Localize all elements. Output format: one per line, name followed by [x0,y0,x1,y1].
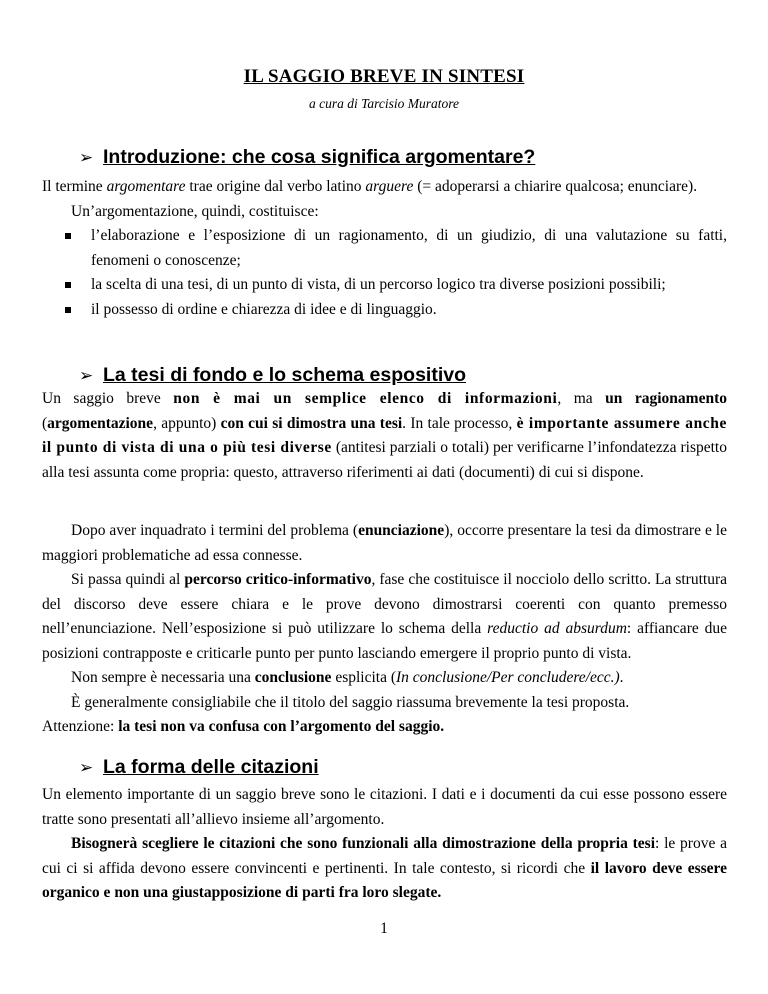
section-body-citazioni [42,783,727,906]
text-run: Un saggio breve [42,390,174,407]
list-item [61,273,727,298]
text-run: . In tale processo, [402,414,517,432]
section-body-tesi-2 [42,519,727,740]
document-author: a cura di Tarcisio Muratore [308,96,459,111]
text-run: (= adoperarsi a chiarire qualcosa; enunciare). [413,178,698,195]
section-body-tesi [42,387,727,485]
paragraph [42,666,727,691]
square-bullet-icon [65,233,71,239]
paragraph [42,387,727,485]
text-run: Non sempre è necessaria una [71,669,255,686]
text-run: Il termine [42,178,107,195]
italic-term: In conclusione/Per concludere/ecc.) [396,669,620,686]
arrow-right-icon: ➢ [79,148,94,167]
text-run: ), occorre presentare la tesi da dimostrare e le maggiori problematiche ad essa connesse. [42,522,727,564]
page-number: 1 [380,920,388,937]
text-run: , fase che costituisce il nocciolo dello scritto. La struttura del discorso deve essere chiara e le prove devono dimostrarsi coerenti con quanto premesso nell’enunciazione. Nell’esposizione si può utilizzare lo schema della [42,571,727,637]
square-bullet-icon [65,307,71,313]
heading-text: La tesi di fondo e lo schema espositivo [103,364,466,386]
paragraph: Un elemento importante di un saggio breve sono le citazioni. I dati e i documenti da cui esse possono essere tratte sono presentati all’allievo insieme all’argomento. [42,786,727,828]
bold-phrase: un ragionamento [605,390,728,407]
italic-term: arguere [365,178,414,195]
paragraph: Un’argomentazione, quindi, costituisce: [71,202,319,220]
list-item-text: l’elaborazione e l’esposizione di un ragionamento, di un giudizio, di una valutazione su fatti, fenomeni o conoscenze; [91,227,727,269]
italic-term: reductio ad absurdum [487,620,627,637]
text-run: , appunto) [153,414,221,432]
text-run: : affiancare due posizioni contrapposte e criticarle punto per punto lasciando emergere il proprio punto di vista. [42,620,727,662]
paragraph [42,519,727,568]
bold-phrase: il lavoro deve essere organico e non una giustapposizione di parti fra loro slegate. [42,859,728,901]
text-run: Si passa quindi al [71,571,185,588]
bold-phrase: è importante assumere anche il punto di vista di una o più tesi diverse [42,414,727,456]
paragraph [42,175,727,200]
bullet-list [42,224,727,322]
bold-phrase: enunciazione [358,522,445,539]
bold-phrase: argomentazione [47,414,154,432]
heading-text: Introduzione: che cosa significa argomentare? [103,146,536,168]
document-title: IL SAGGIO BREVE IN SINTESI [243,66,525,87]
text-run: Dopo aver inquadrato i termini del problema ( [71,522,359,539]
bold-phrase: conclusione [254,669,332,686]
list-item-text: la scelta di una tesi, di un punto di vista, di un percorso logico tra diverse posizioni possibili; [91,276,666,293]
text-run: esplicita ( [331,669,396,686]
paragraph [42,715,727,740]
italic-term: argomentare [106,178,186,195]
section-body-intro [42,175,727,322]
list-item [61,298,727,323]
text-run: ( [42,414,48,432]
section-heading-tesi [79,364,739,387]
paragraph [42,832,727,906]
section-heading-citazioni [79,756,739,779]
list-item-text: il possesso di ordine e chiarezza di idee e di linguaggio. [91,300,437,318]
text-run: : le prove a cui ci si affida devono essere convincenti e pertinenti. In tale contesto, si ricordi che [42,835,727,877]
text-run: trae origine dal verbo latino [185,178,366,195]
text-run: . [619,669,624,686]
bold-phrase: la tesi non va confusa con l’argomento del saggio. [118,718,445,735]
bold-phrase: Bisognerà scegliere le citazioni che sono funzionali alla dimostrazione della propria tesi [71,835,656,852]
section-heading-intro [79,146,739,169]
text-run: (antitesi parziali o totali) per verificarne l’infondatezza rispetto alla tesi assunta come propria: questo, attraverso riferimenti ai dati (documenti) di cui si dispone. [42,439,727,481]
list-item [61,224,727,273]
square-bullet-icon [65,282,71,288]
arrow-right-icon: ➢ [79,758,94,777]
paragraph: È generalmente consigliabile che il titolo del saggio riassuma brevemente la tesi proposta. [71,693,630,711]
bold-phrase: non è mai un semplice elenco di informazioni [173,390,558,407]
bold-phrase: con cui si dimostra una tesi [220,414,403,432]
paragraph [42,568,727,666]
bold-phrase: percorso critico-informativo [184,571,372,588]
arrow-right-icon: ➢ [79,366,94,385]
text-run: , ma [557,390,606,407]
text-run: Attenzione: [42,718,119,735]
heading-text: La forma delle citazioni [103,756,319,778]
